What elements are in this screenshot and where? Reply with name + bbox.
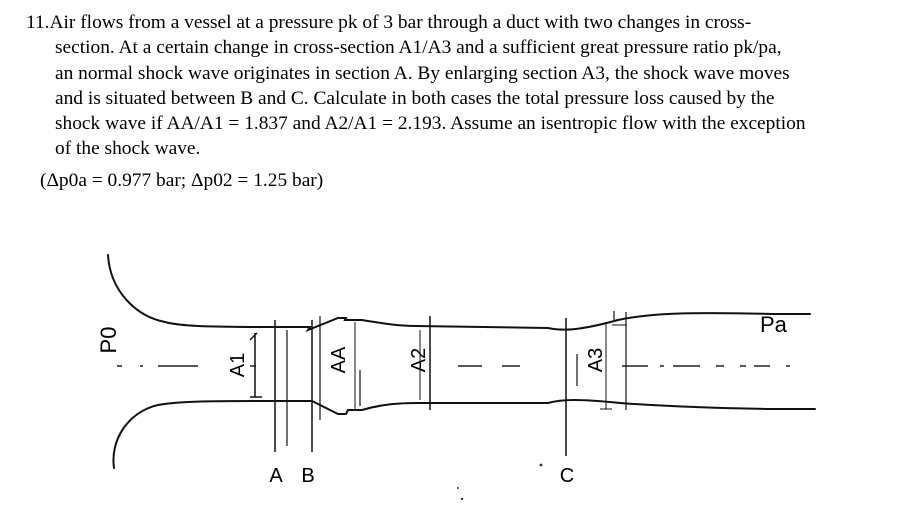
- problem-text-line: of the shock wave.: [55, 138, 201, 160]
- duct-upper-wall: [108, 255, 810, 330]
- aa-label: AA: [328, 346, 350, 374]
- pa-label: Pa: [760, 312, 787, 337]
- a2-label: A2: [408, 347, 430, 373]
- duct-lower-wall: [113, 400, 815, 468]
- a1-label: A1: [227, 352, 249, 378]
- p0-label: P0: [96, 326, 121, 354]
- problem-text-line: an normal shock wave originates in section A. By enlarging section A3, the shock wave moves: [55, 62, 790, 84]
- problem-text-line: shock wave if AA/A1 = 1.837 and A2/A1 = 2.193. Assume an isentropic flow with the exception: [55, 113, 806, 135]
- problem-text-line: and is situated between B and C. Calculate in both cases the total pressure loss caused by the: [55, 87, 775, 109]
- answer-line: (Δp0a = 0.977 bar; Δp02 = 1.25 bar): [40, 170, 324, 191]
- problem-number: 11.: [26, 12, 50, 33]
- section-b-label: B: [301, 465, 315, 487]
- problem-text-line: section. At a certain change in cross-section A1/A3 and a sufficient great pressure ratio pk/pa,: [55, 37, 782, 59]
- section-a-label: A: [269, 465, 283, 487]
- problem-text-line: Air flows from a vessel at a pressure pk of 3 bar through a duct with two changes in cross-: [49, 12, 752, 33]
- section-c-label: C: [559, 465, 575, 487]
- a3-label: A3: [585, 347, 607, 373]
